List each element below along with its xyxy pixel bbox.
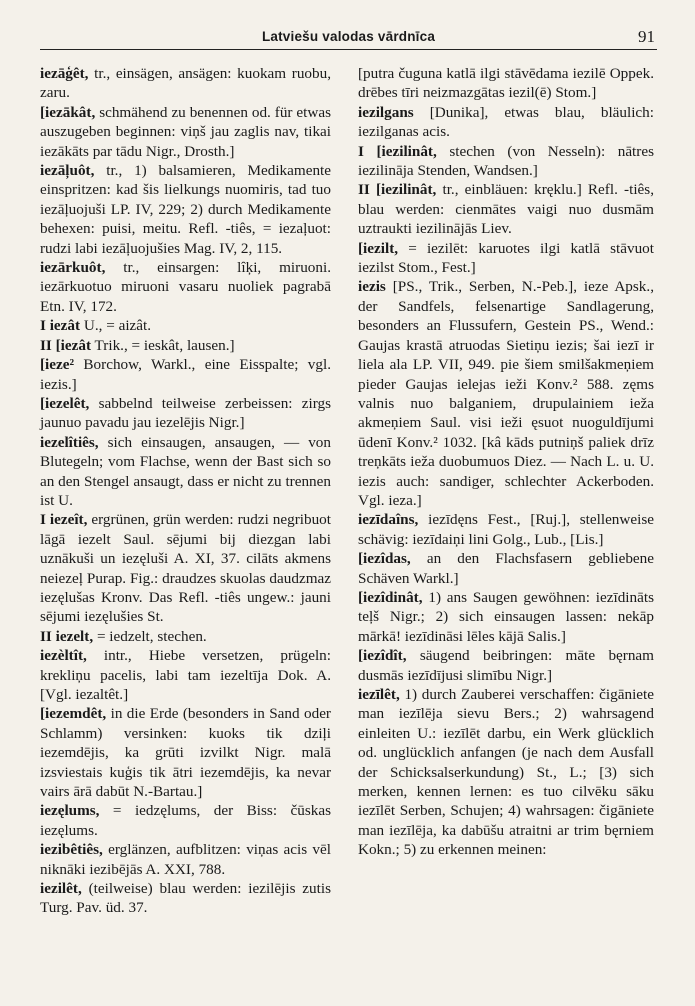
entry-headword: iezilgans: [358, 103, 414, 121]
entry-headword: II iezelt,: [40, 627, 94, 645]
entry-text: intr., Hiebe versetzen, prügeln: krekliņu pacelis, labi tam iezeltīja Dok. A. [Vgl. iezaltêt.]: [40, 647, 331, 703]
dictionary-entry: [40, 510, 331, 626]
entry-headword: [iezîdinât,: [358, 588, 423, 606]
entry-text: = iedzęlums, der Biss: čūskas iezęlums.: [40, 802, 331, 839]
dictionary-entry: [358, 277, 654, 510]
entry-text: tr., einsargen: lîķi, miruoni. iezārkuotuo miruoni vasaru nuoliek pagrabā Etn. IV, 172.: [40, 259, 331, 315]
dictionary-entry: [40, 64, 331, 103]
dictionary-entry: [40, 336, 331, 355]
entry-text: tr., einbläuen: kręklu.] Refl. -tiês, blau werden: cienmātes vaigi nuo dusmām uztraukti iezilinājās Liev.: [358, 181, 654, 238]
dictionary-entry: [40, 355, 331, 394]
entry-text: Trik., = ieskât, lausen.]: [91, 336, 235, 354]
entry-headword: iezibêtiês,: [40, 841, 103, 859]
dictionary-entry: [40, 879, 331, 918]
entry-text: tr., 1) balsamieren, Medikamente einspritzen: kad šis lielkungs nuomiris, tad tuo iezāļuojuši LP. IV, 229; 2) durch Medikamente behexen: puisi, meitu. Refl. -tiês, = iezaļuot: rudzi labi iezāļuojušies Mag. IV, 2, 115.: [40, 162, 331, 257]
page-title: Latviešu valodas vārdnīca: [261, 29, 436, 44]
entry-text: Borchow, Warkl., eine Eisspalte; vgl. iezis.]: [40, 356, 331, 393]
entry-headword: II [iezilinât,: [358, 181, 437, 199]
entry-headword: iezāļuôt,: [40, 162, 95, 180]
entry-text: iezīdęns Fest., [Ruj.], stellenweise schävig: iezīdaiņi lini Golg., Lub., [Lis.]: [358, 511, 654, 548]
entry-headword: [ieze²: [40, 356, 75, 374]
entry-headword: II [iezât: [40, 336, 92, 354]
dictionary-entry: [40, 801, 331, 840]
entry-text: = iezilēt: karuotes ilgi katlā stāvuot iezilst Stom., Fest.]: [358, 239, 654, 277]
entry-text: tr., einsägen, ansägen: kuokam ruobu, zaru.: [40, 65, 331, 102]
entry-headword: iezèltît,: [40, 647, 87, 665]
entry-text: sabbelnd teilweise zerbeissen: zirgs jaunuo pavadu jau iezelējis Nigr.]: [40, 394, 331, 432]
dictionary-entry: [40, 627, 331, 646]
dictionary-entry: [358, 142, 654, 181]
entry-text: erglänzen, aufblitzen: viņas acis vēl niknāki iezibējās A. XXI, 788.: [40, 841, 331, 878]
entry-headword: [iezîdît,: [358, 647, 407, 665]
entry-text: [putra čuguna katlā ilgi stāvēdama iezilē Oppek. drēbes tīri neizmazgātas iezil(ē) Stom.]: [358, 65, 654, 102]
dictionary-entry: [358, 64, 654, 103]
dictionary-entry: [358, 103, 654, 142]
entry-headword: [iezîdas,: [358, 550, 411, 568]
entry-headword: iezelîtiês,: [40, 433, 99, 451]
dictionary-entry: [40, 840, 331, 879]
dictionary-entry: [40, 433, 331, 511]
right-column: [358, 64, 654, 860]
entry-headword: iezāģêt,: [40, 65, 89, 82]
entry-text: U., = aizât.: [80, 317, 152, 335]
dictionary-entry: [358, 510, 654, 549]
entry-headword: iezis: [358, 278, 386, 296]
page-number: 91: [638, 27, 655, 46]
entry-text: = iedzelt, stechen.: [93, 627, 207, 645]
entry-text: säugend beibringen: māte bęrnam dusmās iezīdījusi slimību Nigr.]: [358, 647, 654, 684]
dictionary-entry: [358, 588, 654, 646]
entry-headword: [iezelêt,: [40, 394, 90, 412]
entry-headword: I [iezilinât,: [358, 142, 437, 160]
dictionary-entry: [40, 394, 331, 433]
dictionary-entry: [358, 239, 654, 278]
dictionary-entry: [40, 704, 331, 801]
entry-headword: [iezākât,: [40, 103, 96, 121]
entry-text: in die Erde (besonders in Sand oder Schlamm) versinken: kuoks tik dziļi iezemdējis, ka grūti izvilkt Nigr. malā izsviestais kuģis tik ātri iezemdējis, ka nevar vairs ārā dabūt N.-Bartau.]: [40, 705, 331, 801]
dictionary-entry: [358, 549, 654, 588]
entry-headword: I iezât: [40, 317, 81, 335]
entry-headword: iezęlums,: [40, 802, 100, 820]
dictionary-entry: [40, 103, 331, 161]
dictionary-entry: [358, 180, 654, 238]
dictionary-entry: [40, 161, 331, 258]
entry-text: sich einsaugen, ansaugen, — von Blutegeln; vom Flachse, wenn der Bast sich so an den Stengel ansaugt, dass er nicht zu trennen ist U.: [40, 433, 331, 509]
entry-text: (teilweise) blau werden: iezilējis zutis Turg. Pav. üd. 37.: [40, 880, 331, 917]
entry-text: stechen (von Nesseln): nātres iezilināja Stenden, Wandsen.]: [358, 142, 654, 180]
entry-headword: I iezeît,: [40, 511, 88, 529]
dictionary-entry: [358, 685, 654, 860]
dictionary-entry: [40, 258, 331, 316]
entry-headword: iezīdaîns,: [358, 511, 419, 529]
entry-text: 1) durch Zauberei verschaffen: čigāniete man iezīlēja sievu Bers.; 2) wahrsagend einleiten U.: iezīlēt darbu, ein Werk glücklich od. unglücklich anfangen (je nach dem Ausfall der Schicksalserkundung) St., L.; [3) sich merken, kennen lernen: es tuo cilvēku sāku iezīlēt Serben, Schujen; 4) wahrsagen: čigāniete man iezīlēja, ka dabūšu atraitni ar trim bęrniem Kokn.; 5) zu erkennen meinen:: [358, 686, 654, 859]
entry-text: 1) ans Saugen gewöhnen: iezīdināts teļš Nigr.; 2) sich einsaugen lassen: nekāp mārkā! iezīdināsi lēles kājā Salis.]: [358, 588, 654, 645]
left-column: [40, 64, 331, 918]
entry-headword: [iezemdêt,: [40, 705, 107, 723]
entry-text: [PS., Trik., Serben, N.-Peb.], ieze Apsk., der Sandfels, felsenartige Sandlagerung, besonders an Flussufern, Gestein PS., Wend.: Gaujas krastā atruodas Sietiņu iezis; šai iezī ir liela ala LP. VII, 949. pie šiem smilšakmeņiem pieder Gaujas ielejas ieži Konv.² 588. zęms valnis nuo balganiem, drupulainiem ieža akmeņiem Saul. visi ieži ęsuot nuoguldījumi ūdenī Konv.² 1032. [kâ kāds putniņš paliek drīz treņkāts ieža duobumuos Diez. — Nach L. u. U. iezis auch: sandiger, schlechter Ackerboden. Vgl. ieza.]: [358, 278, 654, 509]
entry-headword: [iezilt,: [358, 239, 399, 257]
entry-headword: iezārkuôt,: [40, 259, 106, 277]
entry-text: ergrünen, grün werden: rudzi negribuot lāgā iezelt Saul. sējumi bij diezgan labi uznākuši un iezęluši A. XI, 37. cilāts akmens neiezeļ Purap. Fig.: draudzes skuolas daudzmaz iezęlušas Kronv. Das Refl. -tiês ungew.: jauni sējumi iezęlušies St.: [40, 511, 331, 626]
entry-text: an den Flachsfasern gebliebene Schäven Warkl.]: [358, 550, 654, 587]
entry-text: [Dunika], etwas blau, bläulich: iezilganas acis.: [358, 103, 654, 141]
entry-headword: iezīlêt,: [358, 686, 400, 703]
dictionary-entry: [40, 316, 331, 335]
dictionary-entry: [40, 646, 331, 704]
entry-headword: iezilêt,: [40, 880, 82, 898]
entry-text: schmähend zu benennen od. für etwas auszugeben beginnen: viņš jau zaglis nav, tikai iezākāts par tādu Nigr., Drosth.]: [40, 103, 331, 160]
dictionary-entry: [358, 646, 654, 685]
page-header: [40, 27, 657, 50]
